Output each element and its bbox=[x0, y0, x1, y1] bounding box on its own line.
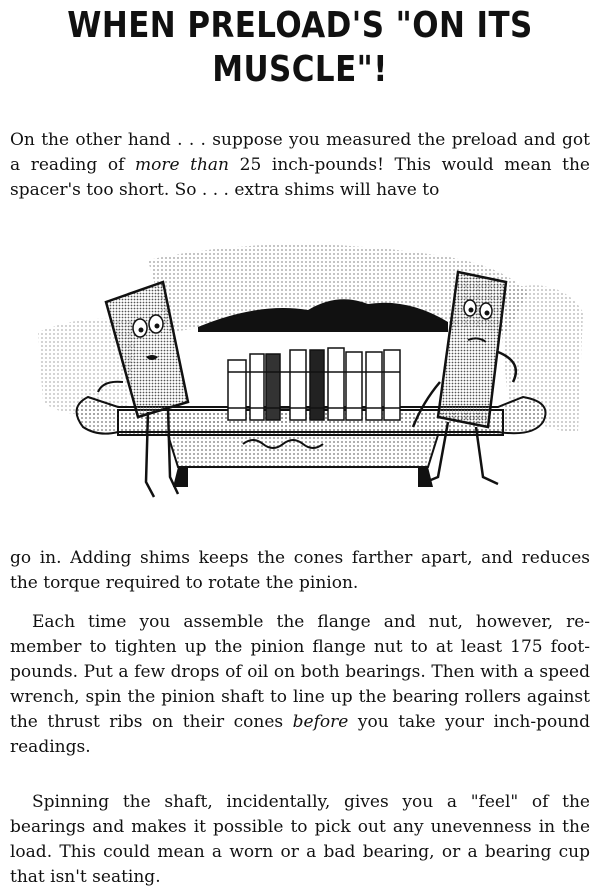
paragraph3-text-b: you take your inch-pound readings. bbox=[10, 712, 590, 757]
paragraph3-emphasis: before bbox=[292, 712, 349, 732]
cartoon-illustration bbox=[28, 232, 588, 517]
paragraph-preload-reading bbox=[10, 128, 590, 203]
paragraph1-text-a: On the other hand . . . suppose you measured the preload and got a reading of bbox=[10, 130, 590, 175]
paragraph3-text-a: Each time you assemble the flange and nut, however, re-member to tighten up the pinion flange nut to at least 175 foot-pounds. Put a few drops of oil on both bearings. Then with a speed wrench, spin the pinion shaft to line up the bearing rollers against the thrust ribs on their cones bbox=[10, 612, 590, 732]
paragraph1-text-b: 25 inch-pounds! This would mean the spacer's too short. So . . . extra shims will have to bbox=[10, 155, 590, 200]
paragraph-flange-nut bbox=[10, 610, 590, 760]
paragraph-adding-shims: go in. Adding shims keeps the cones farther apart, and reduces the torque required to rotate the pinion. bbox=[10, 548, 590, 593]
title-line-2: MUSCLE"! bbox=[212, 49, 388, 90]
book-row bbox=[228, 348, 400, 420]
paragraph4-text: Spinning the shaft, incidentally, gives you a "feel" of the bearings and makes it possible to pick out any unevenness in the load. This could mean a worn or a bad bearing, or a bearing cup that isn't seating. bbox=[10, 792, 590, 887]
title-line-1: WHEN PRELOAD'S "ON ITS bbox=[67, 5, 533, 46]
page-title bbox=[42, 4, 558, 92]
paragraph1-emphasis: more than bbox=[134, 155, 230, 175]
paragraph-spinning-shaft bbox=[10, 790, 590, 890]
